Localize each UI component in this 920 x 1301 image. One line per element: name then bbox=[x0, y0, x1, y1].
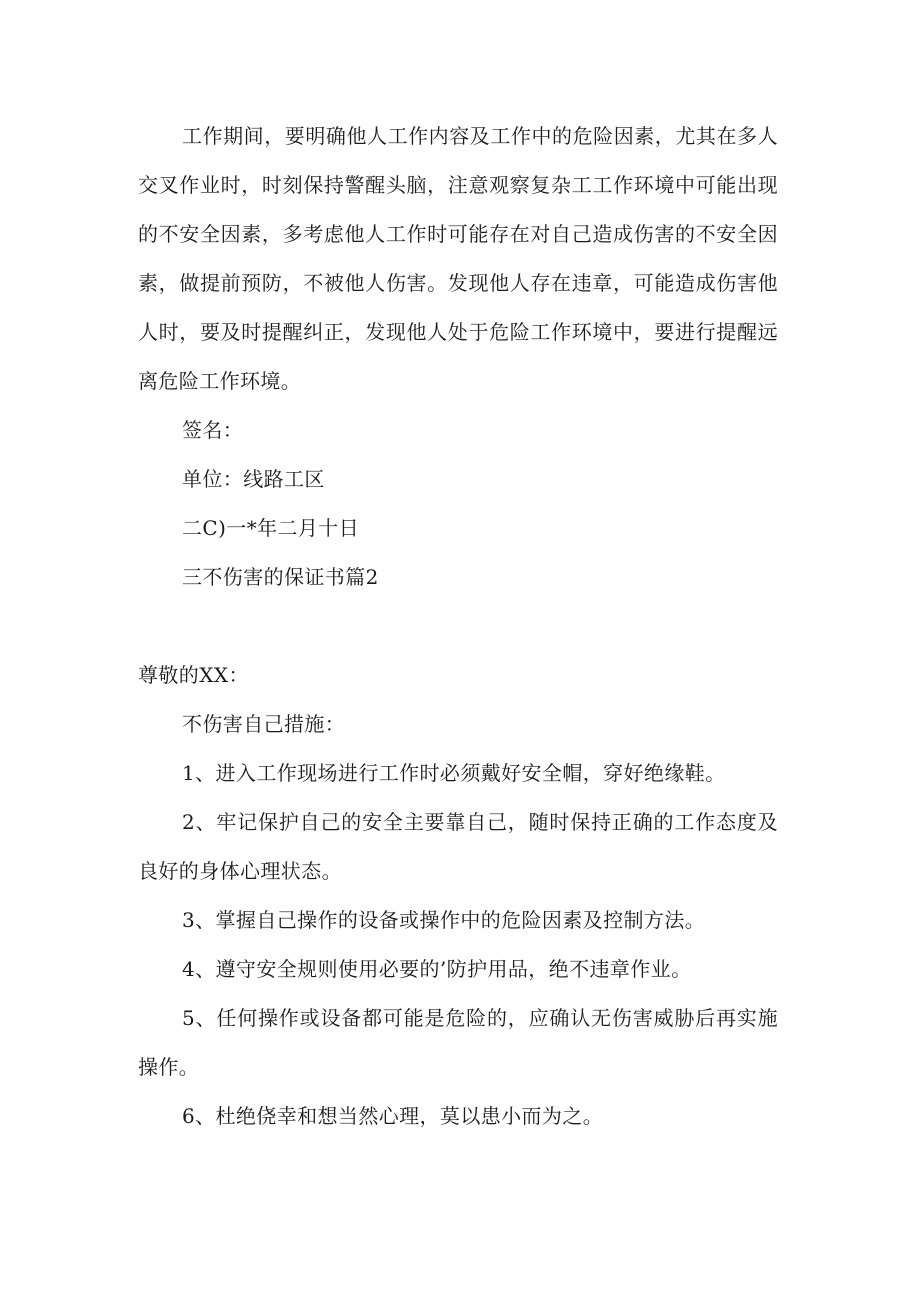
date-line: 二C)一*年二月十日 bbox=[182, 516, 360, 540]
list-item: 3、掌握自己操作的设备或操作中的危险因素及控制方法。 bbox=[182, 908, 706, 932]
list-item: 2、牢记保护自己的安全主要靠自己，随时保持正确的工作态度及良好的身体心理状态。 bbox=[138, 810, 778, 883]
measures-heading: 不伤害自己措施： bbox=[182, 712, 346, 736]
list-item: 6、杜绝侥幸和想当然心理，莫以患小而为之。 bbox=[182, 1104, 604, 1128]
blank-line bbox=[138, 602, 778, 651]
list-item: 4、遵守安全规则使用必要的’防护用品，绝不违章作业。 bbox=[182, 957, 692, 981]
salutation: 尊敬的XX： bbox=[138, 663, 249, 687]
section-title: 三不伤害的保证书篇2 bbox=[182, 565, 379, 589]
intro-paragraph: 工作期间，要明确他人工作内容及工作中的危险因素，尤其在多人交叉作业时，时刻保持警醒头脑，注意观察复杂工工作环境中可能出现的不安全因素，多考虑他人工作时可能存在对自己造成伤害的不安全因素，做提前预防，不被他人伤害。发现他人存在违章，可能造成伤害他人时，要及时提醒纠正，发现他人处于危险工作环境中，要进行提醒远离危险工作环境。 bbox=[138, 124, 778, 393]
signature-label: 签名： bbox=[182, 418, 244, 442]
list-item: 1、进入工作现场进行工作时必须戴好安全帽，穿好绝缘鞋。 bbox=[182, 761, 726, 785]
document-body bbox=[138, 112, 778, 1141]
list-item: 5、任何操作或设备都可能是危险的，应确认无伤害威胁后再实施操作。 bbox=[138, 1006, 778, 1079]
unit-line: 单位：线路工区 bbox=[182, 467, 325, 491]
